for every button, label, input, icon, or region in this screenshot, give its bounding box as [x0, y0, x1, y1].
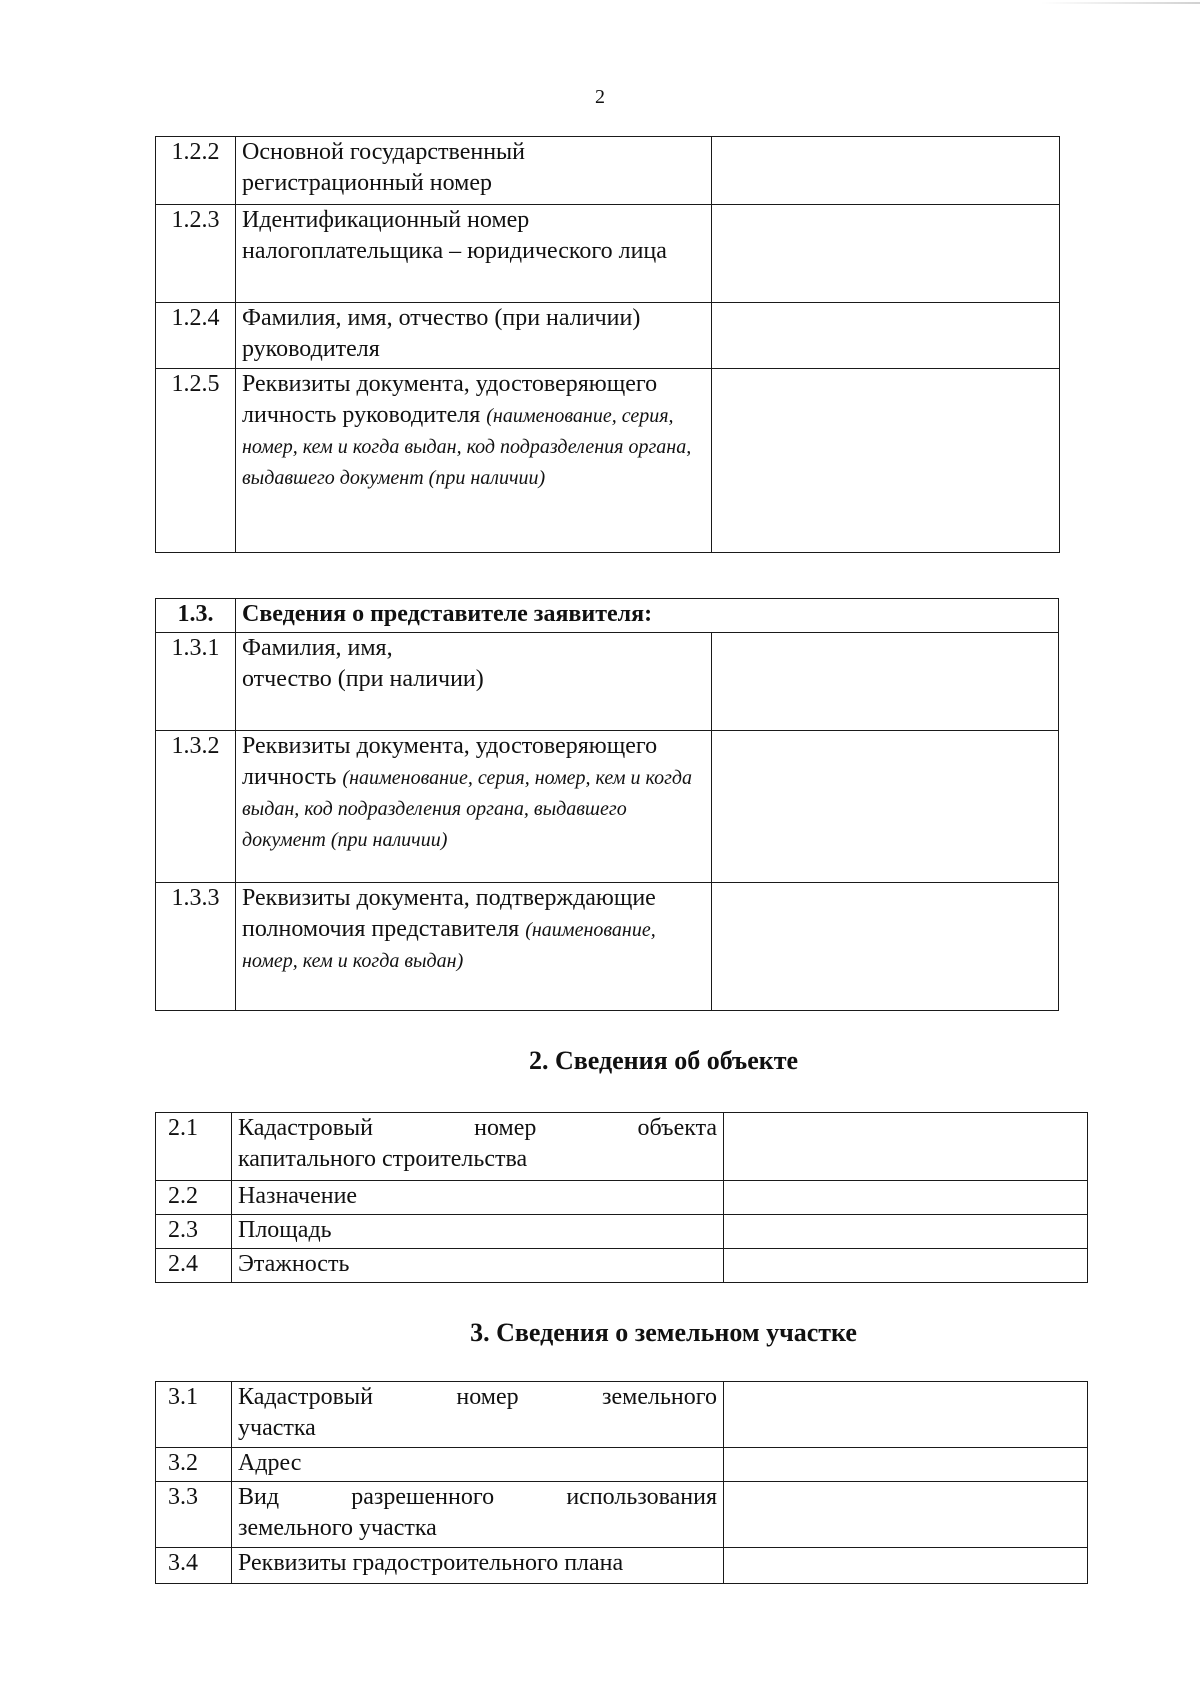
row-number: 3.1 — [156, 1382, 232, 1448]
row-number: 1.3.2 — [156, 731, 236, 883]
value-cell[interactable] — [712, 731, 1059, 883]
row-label-cell — [236, 731, 712, 883]
row-label-cell — [236, 369, 712, 553]
page-number: 2 — [595, 86, 605, 108]
value-cell[interactable] — [724, 1382, 1088, 1448]
table-row — [156, 1382, 1088, 1448]
value-cell[interactable] — [712, 303, 1060, 369]
table-row — [156, 1181, 1088, 1215]
value-cell[interactable] — [712, 369, 1060, 553]
row-hint: (наименование, серия, номер, кем и когда выдан, код подразделения органа, выдавшего документ (при наличии) — [242, 405, 692, 489]
table-section-2 — [155, 1112, 1088, 1283]
value-cell[interactable] — [724, 1113, 1088, 1181]
table-row — [156, 633, 1059, 731]
section-number: 1.3. — [156, 599, 236, 633]
row-label-line: капитального строительства — [238, 1146, 528, 1172]
row-label: Адрес — [232, 1448, 724, 1482]
scan-edge-mark — [1040, 2, 1200, 4]
section-2-heading: 2. Сведения об объекте — [528, 1046, 799, 1075]
section-1-3-header-row — [156, 599, 1059, 633]
row-number: 2.2 — [156, 1181, 232, 1215]
table-row — [156, 1215, 1088, 1249]
table-row — [156, 1113, 1088, 1181]
table-row — [156, 1548, 1088, 1584]
value-cell[interactable] — [724, 1482, 1088, 1548]
table-row — [156, 731, 1059, 883]
row-label-line: Кадастровый номер объекта — [238, 1115, 717, 1141]
row-label: Фамилия, имя, отчество (при наличии) руководителя — [236, 303, 712, 369]
row-number: 1.2.3 — [156, 205, 236, 303]
value-cell[interactable] — [724, 1215, 1088, 1249]
row-number: 2.3 — [156, 1215, 232, 1249]
row-label: Этажность — [232, 1249, 724, 1283]
row-number: 2.4 — [156, 1249, 232, 1283]
row-label-cell — [232, 1113, 724, 1181]
value-cell[interactable] — [724, 1548, 1088, 1584]
row-label-cell — [236, 883, 712, 1011]
row-label: Реквизиты документа, подтверждающие полномочия представителя — [242, 885, 656, 942]
row-number: 3.3 — [156, 1482, 232, 1548]
row-label: Реквизиты градостроительного плана — [232, 1548, 724, 1584]
row-number: 1.2.2 — [156, 137, 236, 205]
value-cell[interactable] — [712, 883, 1059, 1011]
table-row — [156, 1249, 1088, 1283]
row-number: 1.3.1 — [156, 633, 236, 731]
row-number: 1.2.4 — [156, 303, 236, 369]
row-label-line: земельного участка — [238, 1515, 437, 1541]
row-hint: (наименование, номер, кем и когда выдан) — [242, 919, 656, 972]
row-number: 3.4 — [156, 1548, 232, 1584]
row-label-cell — [236, 633, 712, 731]
row-number: 3.2 — [156, 1448, 232, 1482]
row-label-line: Кадастровый номер земельного — [238, 1384, 717, 1410]
row-label-line: отчество (при наличии) — [242, 666, 484, 692]
table-row — [156, 1482, 1088, 1548]
row-label: Реквизиты документа, удостоверяющего личность — [242, 733, 658, 790]
row-label: Площадь — [232, 1215, 724, 1249]
table-row — [156, 205, 1060, 303]
value-cell[interactable] — [712, 205, 1060, 303]
value-cell[interactable] — [724, 1181, 1088, 1215]
table-row — [156, 369, 1060, 553]
row-label-line: Фамилия, имя, — [242, 635, 393, 661]
table-row — [156, 303, 1060, 369]
value-cell[interactable] — [712, 137, 1060, 205]
table-row — [156, 883, 1059, 1011]
row-label-line: Вид разрешенного использования — [238, 1484, 717, 1510]
row-label-cell — [232, 1382, 724, 1448]
table-section-1-3 — [155, 598, 1059, 1011]
section-title: Сведения о представителе заявителя: — [236, 599, 1059, 633]
row-label-line: участка — [238, 1415, 316, 1441]
row-number: 1.3.3 — [156, 883, 236, 1011]
row-hint: (наименование, серия, номер, кем и когда выдан, код подразделения органа, выдавшего документ (при наличии) — [242, 767, 693, 851]
section-3-heading: 3. Сведения о земельном участке — [470, 1318, 857, 1347]
row-number: 2.1 — [156, 1113, 232, 1181]
row-label: Назначение — [232, 1181, 724, 1215]
value-cell[interactable] — [724, 1448, 1088, 1482]
row-label: Идентификационный номер налогоплательщика – юридического лица — [236, 205, 712, 303]
table-row — [156, 1448, 1088, 1482]
row-label: Основной государственный регистрационный номер — [236, 137, 712, 205]
table-section-3 — [155, 1381, 1088, 1584]
row-number: 1.2.5 — [156, 369, 236, 553]
table-row — [156, 137, 1060, 205]
row-label: Реквизиты документа, удостоверяющего личность руководителя — [242, 371, 658, 428]
row-label-cell — [232, 1482, 724, 1548]
value-cell[interactable] — [724, 1249, 1088, 1283]
table-section-1-2 — [155, 136, 1060, 553]
value-cell[interactable] — [712, 633, 1059, 731]
